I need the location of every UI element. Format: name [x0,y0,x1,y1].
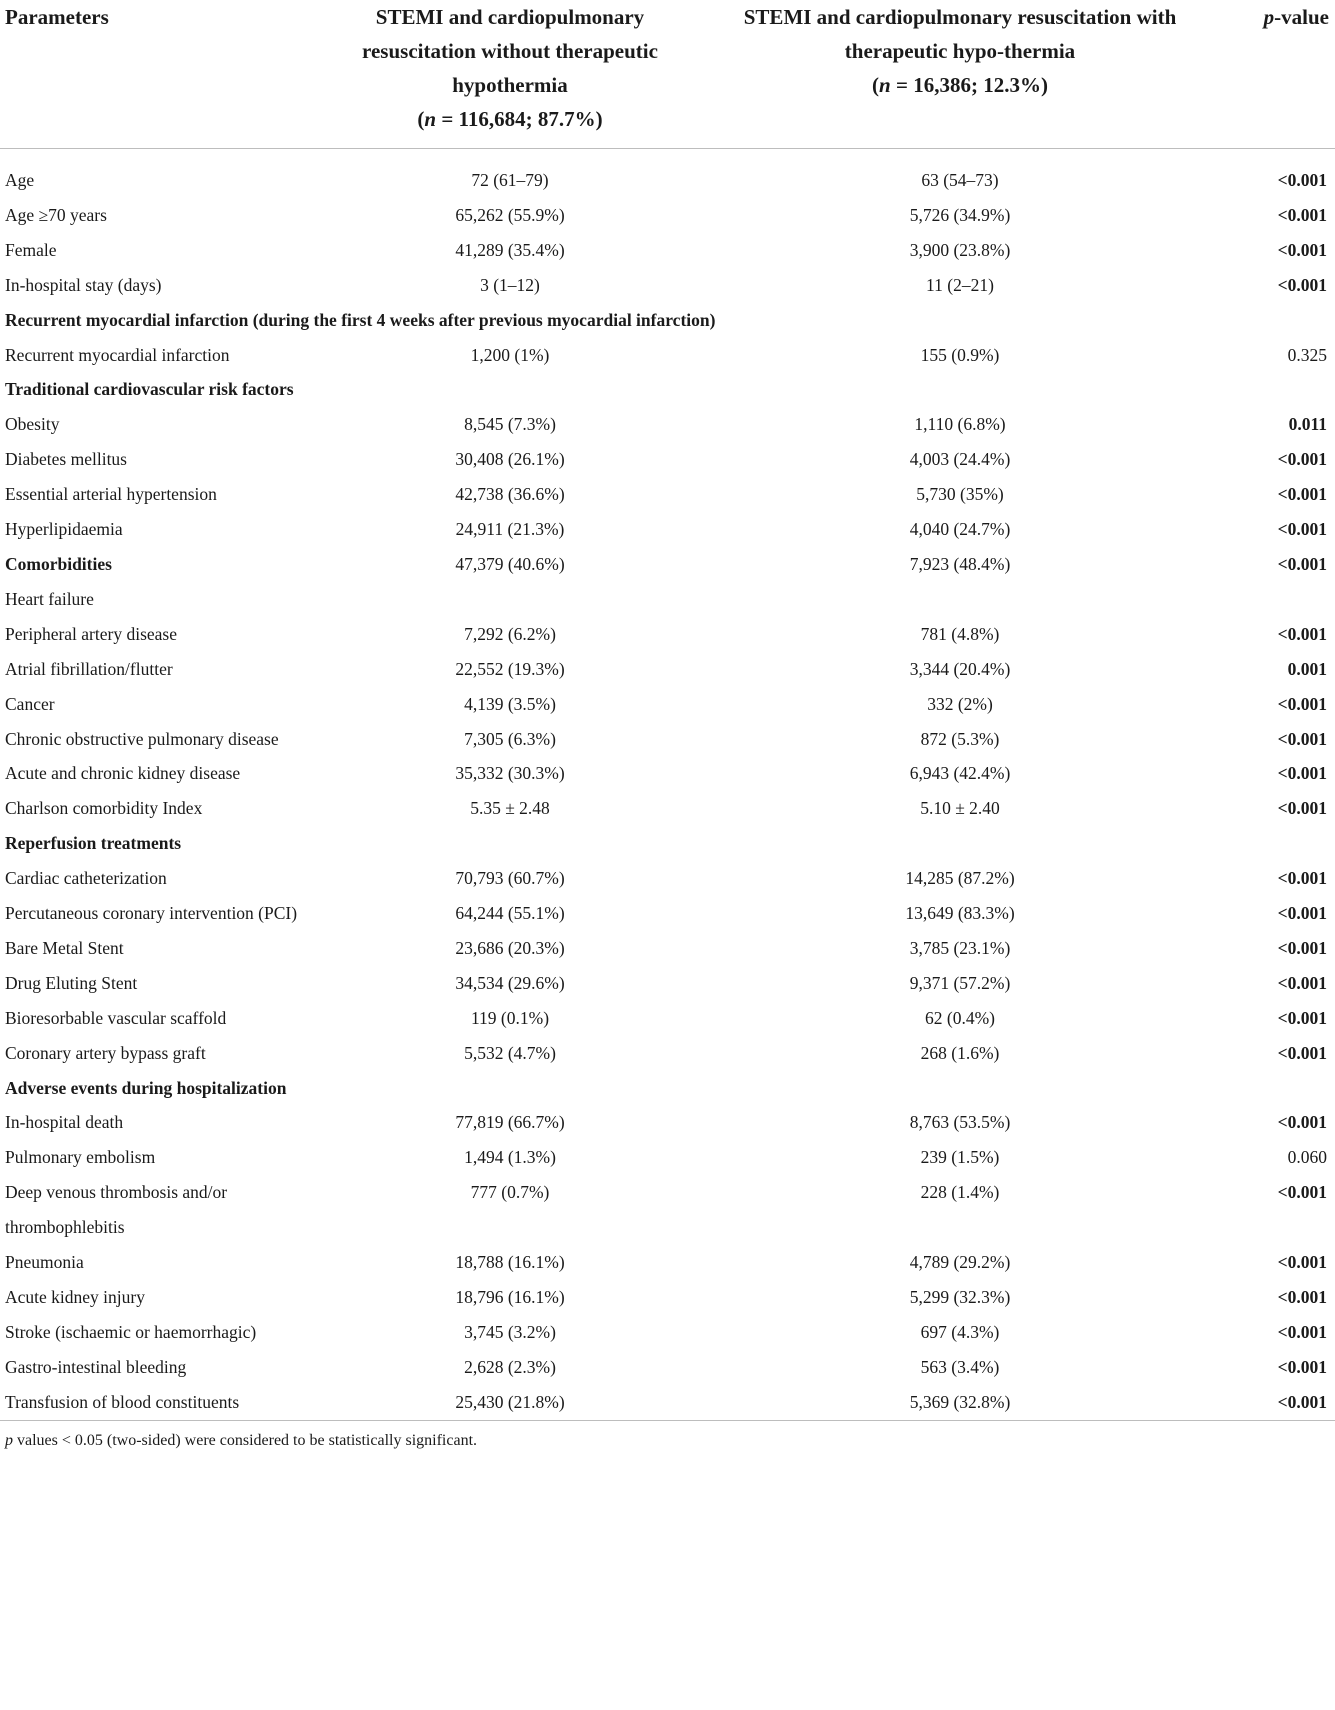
row-p-value: <0.001 [1277,1042,1327,1063]
table-row [0,407,1335,442]
table-row [0,931,1335,966]
row-p-value: 0.011 [1288,414,1327,435]
row-value-with-hypothermia: 6,943 (42.4%) [909,763,1011,784]
row-p-value: <0.001 [1277,170,1327,190]
row-value-with-hypothermia: 11 (2–21) [926,274,994,295]
table-row [0,791,1335,826]
row-value-with-hypothermia: 4,789 (29.2%) [909,1252,1011,1273]
row-p-value: <0.001 [1277,1356,1327,1377]
row-value-without-hypothermia: 1,494 (1.3%) [464,1147,556,1168]
row-p-value: <0.001 [1277,937,1327,958]
row-parameter: Essential arterial hypertension [5,484,217,505]
table-footer [0,1420,1335,1451]
row-value-without-hypothermia: 1,200 (1%) [470,344,550,365]
row-parameter: Bioresorbable vascular scaffold [5,1007,227,1028]
row-value-without-hypothermia: 47,379 (40.6%) [455,553,565,574]
row-value-with-hypothermia: 13,649 (83.3%) [905,903,1015,924]
row-parameter: Pneumonia [5,1252,84,1273]
row-value-without-hypothermia: 5,532 (4.7%) [464,1042,556,1063]
row-p-value: <0.001 [1277,239,1327,260]
row-parameter: Drug Eluting Stent [5,972,138,993]
header-p-value [1220,0,1335,149]
row-parameter: Hyperlipidaemia [5,519,123,540]
row-parameter: Deep venous thrombosis and/or thrombophlebitis [5,1182,228,1238]
row-parameter: Age [5,170,35,190]
row-parameter: Comorbidities [5,553,112,574]
table-row [0,268,1335,303]
footnote-text: values < 0.05 (two-sided) were considered to be statistically significant. [13,1431,478,1449]
row-parameter: Bare Metal Stent [5,937,124,958]
row-value-with-hypothermia: 781 (4.8%) [920,623,1000,644]
row-p-value: <0.001 [1277,903,1327,924]
row-parameter: Heart failure [5,588,94,609]
row-p-value: <0.001 [1277,763,1327,784]
table-row [0,966,1335,1001]
row-value-without-hypothermia: 22,552 (19.3%) [455,658,565,679]
table-row [0,687,1335,722]
table-footnote [0,1420,1335,1451]
footnote-p-label: p [5,1431,13,1449]
row-value-with-hypothermia: 5,299 (32.3%) [909,1287,1011,1307]
header-p-label: p [1263,5,1275,29]
row-value-without-hypothermia: 119 (0.1%) [470,1007,550,1028]
row-p-value: <0.001 [1277,484,1327,505]
row-value-with-hypothermia [700,582,1220,617]
row-value-without-hypothermia: 2,628 (2.3%) [464,1356,556,1377]
header-group1-n-label: n [424,107,437,131]
row-value-without-hypothermia: 5.35 ± 2.48 [470,798,550,819]
table-row [0,442,1335,477]
row-value-with-hypothermia: 5,726 (34.9%) [909,204,1011,225]
header-group2-n-value: = 16,386; 12.3%) [890,73,1048,97]
row-parameter: Gastro-intestinal bleeding [5,1356,187,1377]
row-p-value: <0.001 [1277,693,1327,714]
table-row [0,547,1335,582]
row-parameter: Diabetes mellitus [5,449,127,470]
table-row [0,1175,1335,1245]
row-value-without-hypothermia: 70,793 (60.7%) [455,868,565,889]
row-value-with-hypothermia: 228 (1.4%) [920,1182,1000,1203]
row-value-without-hypothermia: 65,262 (55.9%) [455,204,565,225]
table-row [0,1036,1335,1071]
row-p-value: <0.001 [1277,1112,1327,1133]
table-row [0,652,1335,687]
row-value-without-hypothermia: 64,244 (55.1%) [455,903,565,924]
row-p-value: <0.001 [1277,1252,1327,1273]
header-group2-n-label: n [879,73,891,97]
row-value-with-hypothermia: 563 (3.4%) [920,1356,1000,1377]
table-row [0,1315,1335,1350]
row-value-without-hypothermia: 7,292 (6.2%) [464,623,556,644]
row-p-value: <0.001 [1277,972,1327,993]
row-value-without-hypothermia: 30,408 (26.1%) [455,449,565,470]
row-p-value: <0.001 [1277,868,1327,889]
section-title: Reperfusion treatments [5,833,182,854]
row-value-with-hypothermia: 14,285 (87.2%) [905,868,1015,889]
row-parameter: Female [5,239,57,260]
row-value-with-hypothermia: 9,371 (57.2%) [909,972,1011,993]
row-parameter: Pulmonary embolism [5,1147,156,1168]
row-p-value: 0.060 [1287,1147,1327,1168]
row-value-without-hypothermia: 41,289 (35.4%) [455,239,565,260]
row-value-with-hypothermia: 5,369 (32.8%) [909,1391,1011,1412]
row-value-with-hypothermia: 7,923 (48.4%) [909,553,1011,574]
table-body [0,149,1335,1421]
row-value-with-hypothermia: 4,003 (24.4%) [909,449,1011,470]
row-value-without-hypothermia: 35,332 (30.3%) [455,763,565,784]
row-p-value: 0.325 [1287,344,1327,365]
row-value-with-hypothermia: 3,900 (23.8%) [909,239,1011,260]
row-value-with-hypothermia: 4,040 (24.7%) [909,519,1011,540]
row-value-without-hypothermia: 18,796 (16.1%) [455,1287,565,1307]
row-value-with-hypothermia: 239 (1.5%) [920,1147,1000,1168]
row-parameter: Acute kidney injury [5,1287,145,1307]
table-row [0,338,1335,373]
row-value-without-hypothermia: 3,745 (3.2%) [464,1321,556,1342]
table-row [0,582,1335,617]
row-p-value: <0.001 [1277,798,1327,819]
row-value-with-hypothermia: 62 (0.4%) [925,1007,995,1028]
row-parameter: Transfusion of blood constituents [5,1391,240,1412]
table-header [0,0,1335,149]
table-row [0,756,1335,791]
row-parameter: Chronic obstructive pulmonary disease [5,728,279,749]
row-value-without-hypothermia: 8,545 (7.3%) [464,414,556,435]
table-row [0,1105,1335,1140]
row-value-with-hypothermia: 5.10 ± 2.40 [920,798,1000,819]
row-p-value: <0.001 [1277,519,1327,540]
row-p-value: <0.001 [1277,274,1327,295]
row-p-value: <0.001 [1277,1391,1327,1412]
table-row [0,163,1335,198]
row-value-without-hypothermia: 25,430 (21.8%) [455,1391,565,1412]
row-parameter: Stroke (ischaemic or haemorrhagic) [5,1321,257,1342]
row-value-with-hypothermia: 8,763 (53.5%) [909,1112,1011,1133]
row-p-value: <0.001 [1277,1321,1327,1342]
row-value-without-hypothermia: 23,686 (20.3%) [455,937,565,958]
row-value-with-hypothermia: 3,785 (23.1%) [909,937,1011,958]
row-p-value: <0.001 [1277,1007,1327,1028]
row-p-value: <0.001 [1277,553,1327,574]
row-value-with-hypothermia: 63 (54–73) [921,170,999,190]
header-group-without-hypothermia [320,0,700,149]
row-value-without-hypothermia: 4,139 (3.5%) [464,693,556,714]
table-row [0,1385,1335,1420]
table-row [0,617,1335,652]
row-parameter: Age ≥70 years [5,204,107,225]
row-value-with-hypothermia: 332 (2%) [927,693,993,714]
section-header-row [0,372,1335,407]
row-parameter: Peripheral artery disease [5,623,178,644]
header-group1-n-value: = 116,684; 87.7%) [436,107,603,131]
row-parameter: Cancer [5,693,55,714]
row-parameter: Recurrent myocardial infarction [5,344,230,365]
row-p-value: <0.001 [1277,1287,1327,1307]
row-p-value: 0.001 [1287,658,1327,679]
section-header-row [0,1071,1335,1106]
row-p-value: <0.001 [1277,204,1327,225]
header-group1-title: STEMI and cardiopulmonary resuscitation without therapeutic hypothermia [362,5,658,97]
table-row [0,722,1335,757]
table-row [0,1280,1335,1315]
table-row [0,1350,1335,1385]
table-row [0,198,1335,233]
row-parameter: Cardiac catheterization [5,868,167,889]
header-group2-title: STEMI and cardiopulmonary resuscitation with therapeutic hypo-thermia [743,5,1177,63]
header-group2-n: (n = 16,386; 12.3%) [872,73,1048,97]
row-p-value: <0.001 [1277,1182,1327,1203]
row-value-with-hypothermia: 5,730 (35%) [916,484,1004,505]
table-row [0,1140,1335,1175]
row-value-without-hypothermia: 34,534 (29.6%) [455,972,565,993]
row-p-value: <0.001 [1277,623,1327,644]
row-value-with-hypothermia: 3,344 (20.4%) [909,658,1011,679]
row-value-without-hypothermia: 3 (1–12) [480,274,540,295]
row-value-without-hypothermia: 18,788 (16.1%) [455,1252,565,1273]
table-row [0,896,1335,931]
row-value-with-hypothermia: 872 (5.3%) [920,728,1000,749]
table-row [0,233,1335,268]
row-value-without-hypothermia [320,582,700,617]
row-parameter: Acute and chronic kidney disease [5,763,241,784]
row-value-with-hypothermia: 697 (4.3%) [920,1321,1000,1342]
row-parameter: Charlson comorbidity Index [5,798,203,819]
row-p-value: <0.001 [1277,728,1327,749]
section-title: Recurrent myocardial infarction (during the first 4 weeks after previous myocardial infarction) [5,309,716,330]
row-p-value [1220,582,1335,617]
row-parameter: Obesity [5,414,60,435]
section-header-row [0,303,1335,338]
table-row [0,477,1335,512]
row-value-without-hypothermia: 42,738 (36.6%) [455,484,565,505]
section-title: Adverse events during hospitalization [5,1077,287,1098]
table-row [0,861,1335,896]
row-parameter: In-hospital death [5,1112,124,1133]
row-value-without-hypothermia: 72 (61–79) [471,170,549,190]
section-title: Traditional cardiovascular risk factors [5,379,294,400]
row-parameter: Atrial fibrillation/flutter [5,658,173,679]
section-header-row [0,826,1335,861]
row-parameter: Percutaneous coronary intervention (PCI) [5,903,298,924]
row-p-value: <0.001 [1277,449,1327,470]
table-row [0,512,1335,547]
header-group-with-hypothermia [700,0,1220,149]
header-group1-n: (n = 116,684; 87.7%) [417,107,603,131]
row-value-without-hypothermia: 777 (0.7%) [470,1182,550,1203]
row-value-without-hypothermia: 24,911 (21.3%) [455,519,565,540]
row-value-without-hypothermia: 77,819 (66.7%) [455,1112,565,1133]
row-value-with-hypothermia: 1,110 (6.8%) [914,414,1006,435]
row-parameter: In-hospital stay (days) [5,274,162,295]
row-value-without-hypothermia: 7,305 (6.3%) [464,728,556,749]
table-row [0,1001,1335,1036]
table-row [0,1245,1335,1280]
row-parameter: Coronary artery bypass graft [5,1042,206,1063]
row-value-with-hypothermia: 268 (1.6%) [920,1042,1000,1063]
header-p-suffix: -value [1274,5,1329,29]
row-value-with-hypothermia: 155 (0.9%) [920,344,1000,365]
header-parameters: Parameters [0,0,320,149]
